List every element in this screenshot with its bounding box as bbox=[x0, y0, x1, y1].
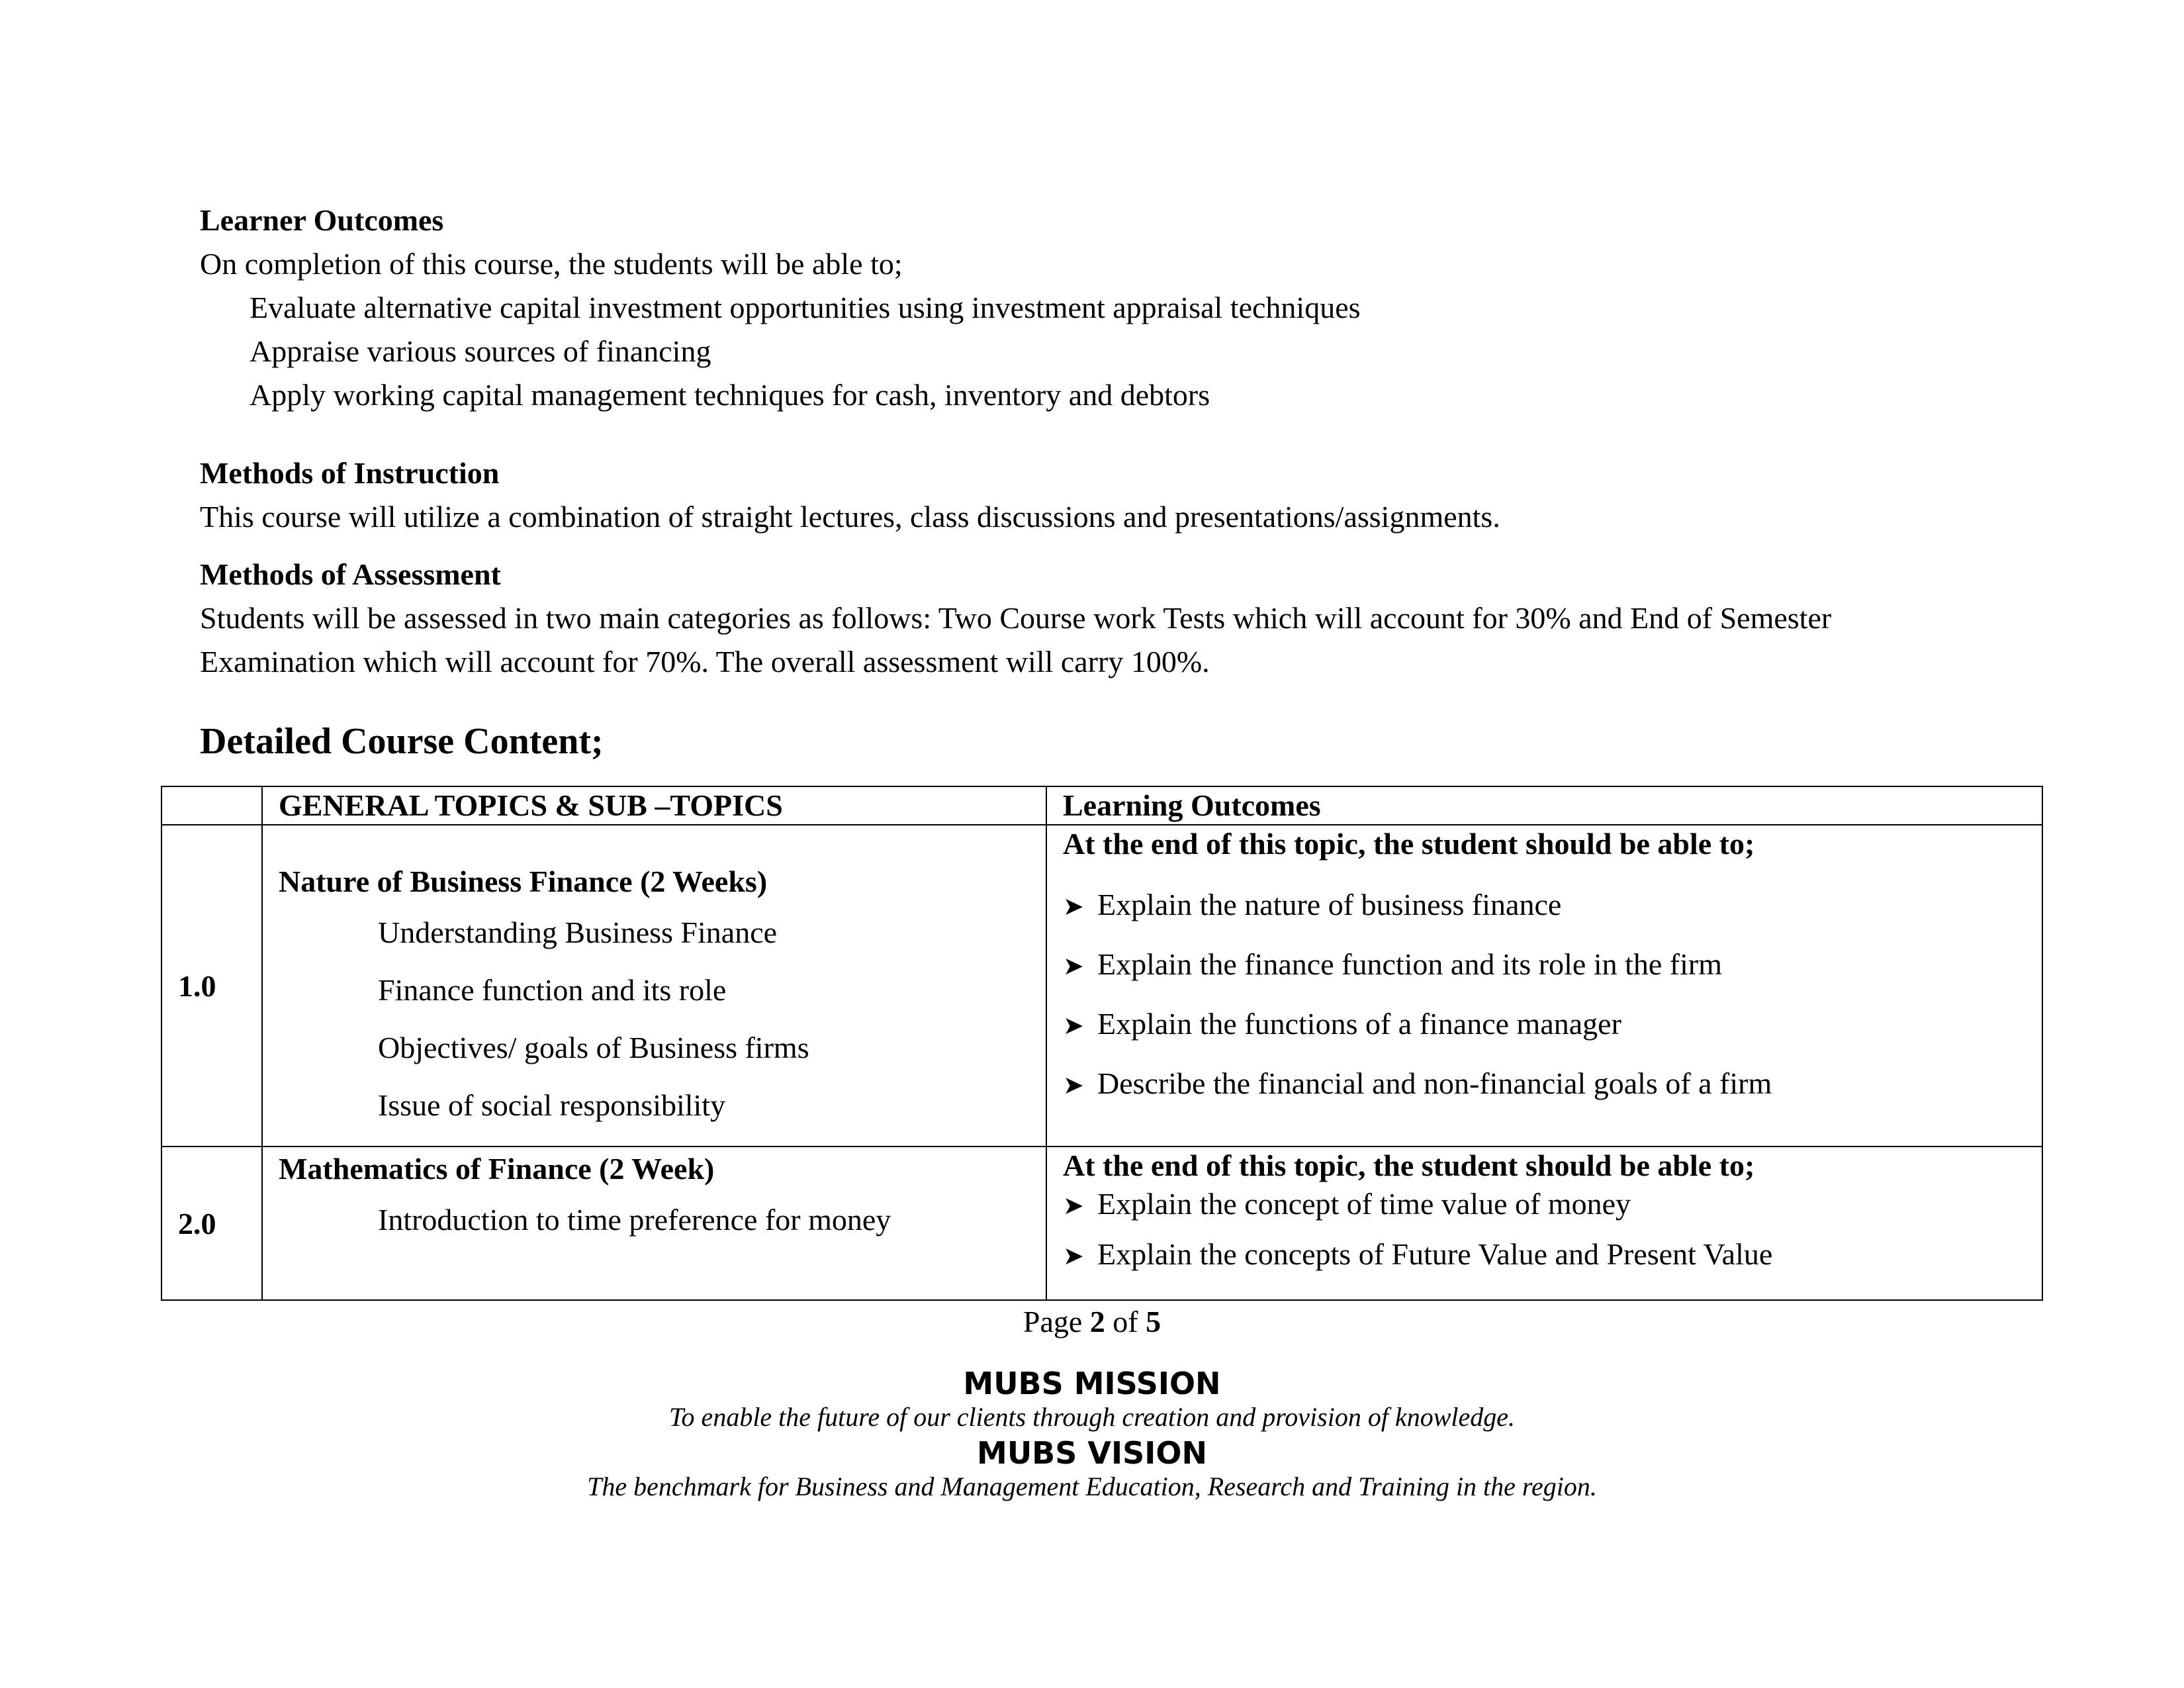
outcome-item bbox=[1063, 935, 2026, 995]
methods-assessment-heading: Methods of Assessment bbox=[200, 557, 501, 591]
topic-number: 2.0 bbox=[161, 1147, 262, 1300]
learner-outcome-item: Evaluate alternative capital investment opportunities using investment appraisal techniques bbox=[250, 291, 1361, 324]
arrowhead-bullet-icon: ➤ bbox=[1063, 892, 1084, 921]
course-content-section bbox=[200, 715, 2053, 768]
outcomes-cell bbox=[1046, 1147, 2042, 1300]
outcome-item bbox=[1063, 1055, 2026, 1114]
subtopic-item: Finance function and its role bbox=[378, 973, 727, 1007]
subtopic-item: Objectives/ goals of Business firms bbox=[378, 1031, 809, 1064]
outcome-item bbox=[1063, 995, 2026, 1055]
outcome-text: Explain the concept of time value of money bbox=[1097, 1187, 1631, 1221]
learner-outcomes-section bbox=[200, 199, 2053, 417]
methods-assessment-section bbox=[200, 553, 2053, 684]
learner-outcomes-heading: Learner Outcomes bbox=[200, 203, 444, 237]
subtopic-item: Issue of social responsibility bbox=[378, 1088, 726, 1122]
learner-outcomes-intro: On completion of this course, the students will be able to; bbox=[200, 247, 903, 281]
outcome-text: Explain the functions of a finance manager bbox=[1097, 1007, 1621, 1041]
page-current: 2 bbox=[1089, 1305, 1105, 1338]
methods-instruction-text: This course will utilize a combination of straight lectures, class discussions and presentations/assignments. bbox=[200, 500, 1500, 534]
vision-title: MUBS VISION bbox=[977, 1435, 1207, 1471]
arrowhead-bullet-icon: ➤ bbox=[1063, 1011, 1084, 1040]
course-content-table bbox=[161, 786, 2043, 1301]
page-number bbox=[0, 1304, 2184, 1339]
outcome-text: Explain the concepts of Future Value and Present Value bbox=[1097, 1237, 1773, 1271]
methods-instruction-section bbox=[200, 451, 2053, 539]
outcome-item bbox=[1063, 1184, 2026, 1225]
vision-text: The benchmark for Business and Management Education, Research and Training in the region. bbox=[587, 1472, 1597, 1501]
methods-assessment-line: Students will be assessed in two main categories as follows: Two Course work Tests which will account for 30% and End of Semester bbox=[200, 601, 1832, 635]
page-footer bbox=[0, 1304, 2184, 1502]
outcome-text: Explain the nature of business finance bbox=[1097, 888, 1562, 921]
outcome-intro: At the end of this topic, the student should be able to; bbox=[1063, 827, 1755, 861]
learner-outcome-item: Apply working capital management techniques for cash, inventory and debtors bbox=[250, 378, 1210, 412]
table-header-topics: GENERAL TOPICS & SUB –TOPICS bbox=[262, 786, 1046, 825]
table-header-number bbox=[161, 786, 262, 825]
outcome-text: Explain the finance function and its role in the firm bbox=[1097, 947, 1722, 981]
outcome-text: Describe the financial and non-financial goals of a firm bbox=[1097, 1066, 1772, 1100]
table-row bbox=[161, 1147, 2042, 1300]
table-header-outcomes: Learning Outcomes bbox=[1046, 786, 2042, 825]
methods-assessment-line: Examination which will account for 70%. The overall assessment will carry 100%. bbox=[200, 645, 1210, 679]
page-word: Page bbox=[1023, 1305, 1083, 1338]
outcome-item bbox=[1063, 1225, 2026, 1285]
topic-cell bbox=[262, 1147, 1046, 1300]
mission-text: To enable the future of our clients through creation and provision of knowledge. bbox=[668, 1402, 1516, 1432]
table-row bbox=[161, 825, 2042, 1147]
topic-cell bbox=[262, 825, 1046, 1147]
subtopic-item: Introduction to time preference for money bbox=[378, 1203, 891, 1237]
outcome-intro: At the end of this topic, the student should be able to; bbox=[1063, 1149, 1755, 1182]
arrowhead-bullet-icon: ➤ bbox=[1063, 1070, 1084, 1100]
arrowhead-bullet-icon: ➤ bbox=[1063, 951, 1084, 980]
outcomes-cell bbox=[1046, 825, 2042, 1147]
topic-title: Nature of Business Finance (2 Weeks) bbox=[279, 865, 768, 898]
topic-title: Mathematics of Finance (2 Week) bbox=[279, 1152, 715, 1186]
learner-outcome-item: Appraise various sources of financing bbox=[250, 334, 711, 368]
page-total: 5 bbox=[1146, 1305, 1161, 1338]
outcome-item bbox=[1063, 876, 2026, 935]
topic-number: 1.0 bbox=[161, 825, 262, 1147]
subtopic-item: Understanding Business Finance bbox=[378, 915, 778, 949]
arrowhead-bullet-icon: ➤ bbox=[1063, 1191, 1084, 1220]
methods-instruction-heading: Methods of Instruction bbox=[200, 456, 500, 490]
page-of: of bbox=[1113, 1305, 1138, 1338]
table-header-row bbox=[161, 786, 2042, 825]
arrowhead-bullet-icon: ➤ bbox=[1063, 1241, 1084, 1270]
mission-title: MUBS MISSION bbox=[963, 1366, 1221, 1401]
course-content-heading: Detailed Course Content; bbox=[200, 721, 604, 762]
